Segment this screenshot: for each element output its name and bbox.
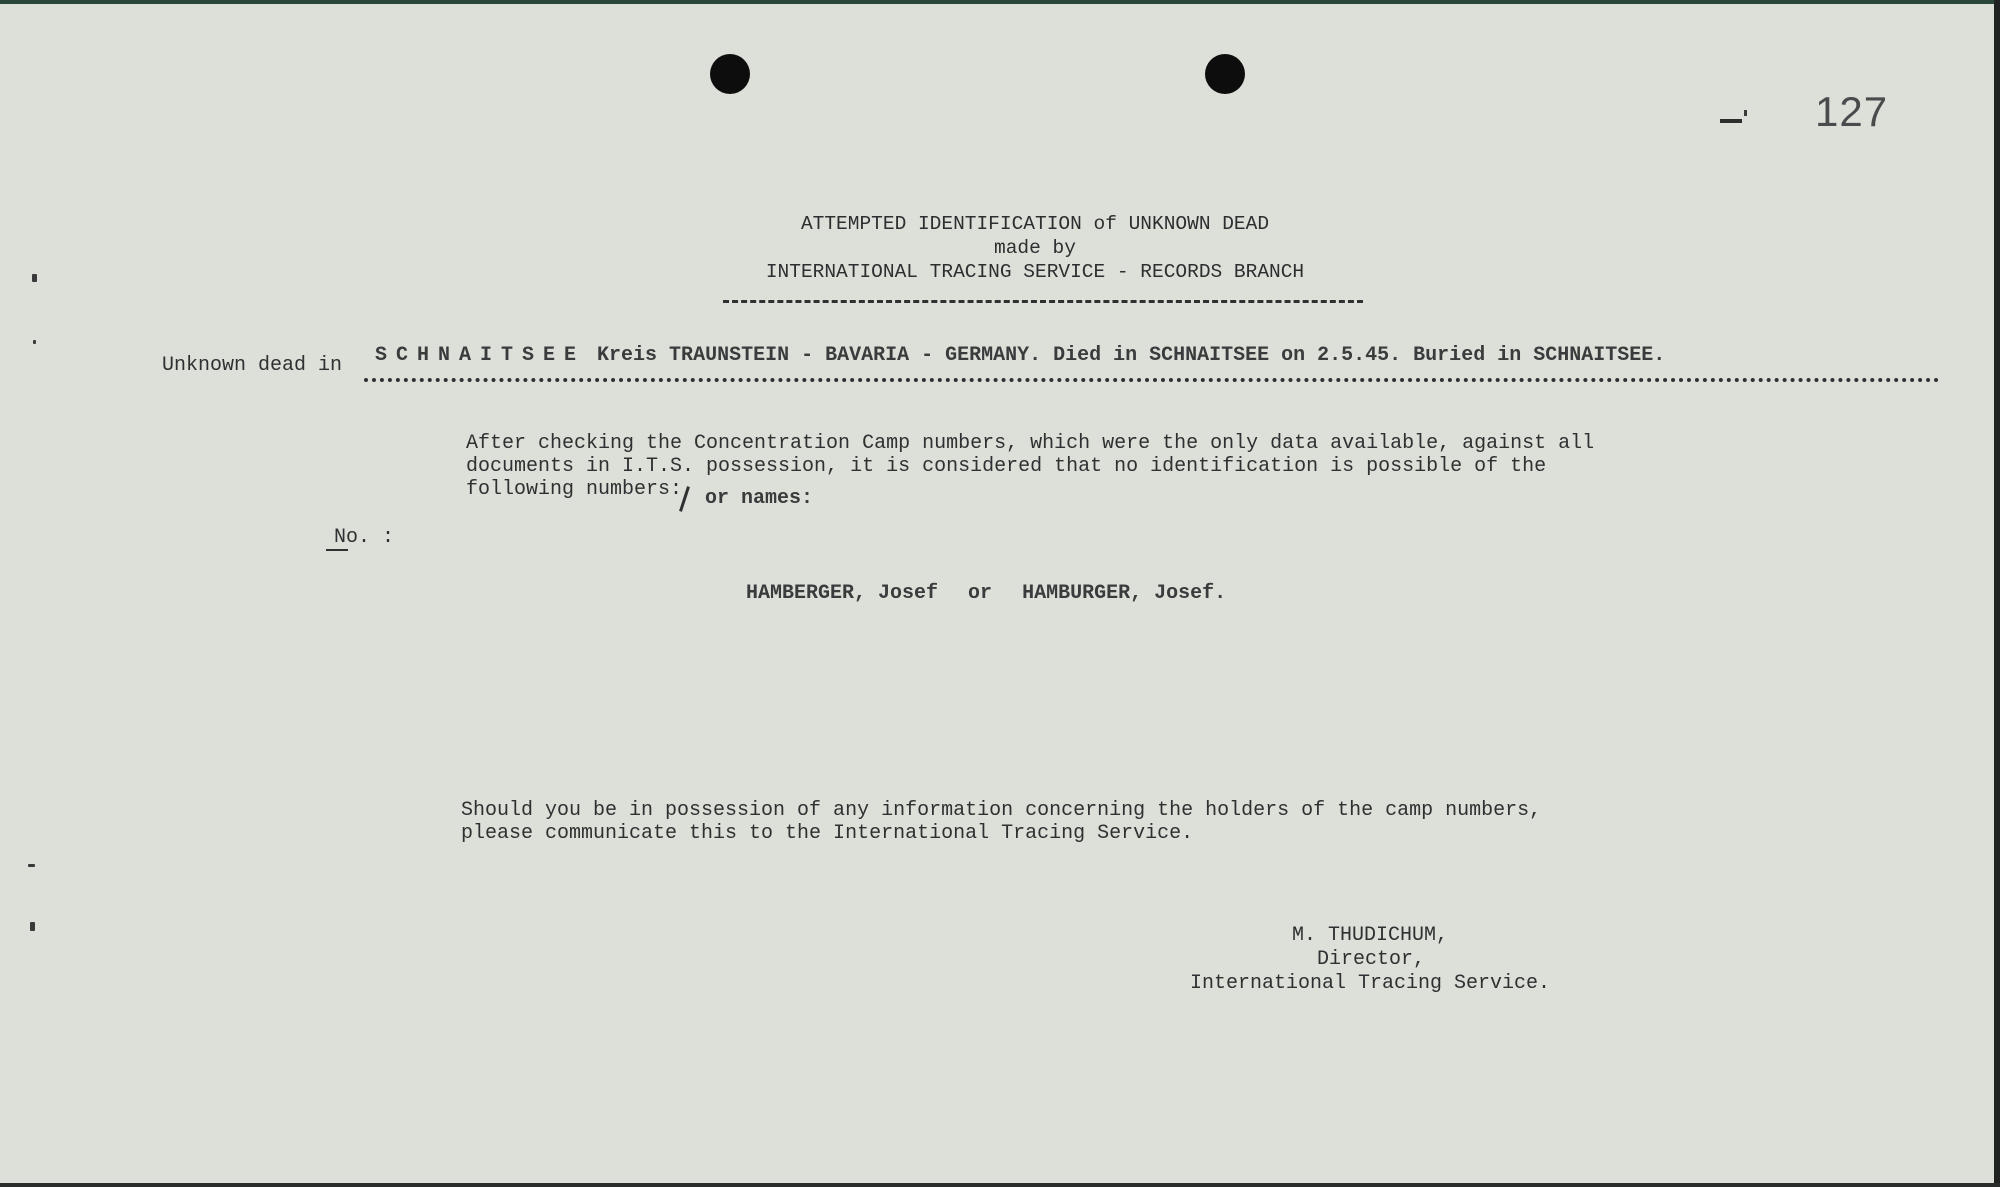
title-underline <box>723 300 1363 303</box>
scan-edge-right <box>1994 0 2000 1187</box>
punch-hole-left <box>710 54 750 94</box>
name-alternate: HAMBURGER, Josef. <box>1022 582 1227 605</box>
place-name: SCHNAITSEE <box>375 344 586 367</box>
corner-tick-mark <box>1744 110 1747 116</box>
names-list <box>746 582 1226 605</box>
signatory-organization: International Tracing Service. <box>1190 972 1551 995</box>
margin-mark <box>30 922 35 931</box>
place-details: Kreis TRAUNSTEIN - BAVARIA - GERMANY. Died in SCHNAITSEE on 2.5.45. Buried in SCHNAITSEE. <box>597 344 1666 367</box>
name-primary: HAMBERGER, Josef <box>746 582 939 605</box>
signatory-title: Director, <box>1317 948 1426 971</box>
body-line-3: following numbers: <box>466 478 683 501</box>
issuing-department: INTERNATIONAL TRACING SERVICE - RECORDS BRANCH <box>765 261 1305 283</box>
signatory-name: M. THUDICHUM, <box>1292 924 1449 947</box>
number-label: No. : <box>334 526 395 549</box>
margin-mark <box>28 864 35 867</box>
scan-edge-bottom <box>0 1183 2000 1187</box>
unknown-dead-label: Unknown dead in <box>162 354 343 377</box>
dotted-fill-line <box>364 378 1940 382</box>
document-title: ATTEMPTED IDENTIFICATION of UNKNOWN DEAD <box>800 213 1270 235</box>
closing-line-1: Should you be in possession of any information concerning the holders of the camp numbers, <box>461 799 1542 822</box>
location-details <box>375 344 1665 367</box>
body-line-2: documents in I.T.S. possession, it is considered that no identification is possible of the <box>466 455 1547 478</box>
document-subtitle: made by <box>994 237 1076 259</box>
margin-mark <box>33 340 36 344</box>
corner-dash-mark <box>1720 119 1742 123</box>
body-line-1: After checking the Concentration Camp numbers, which were the only data available, against all <box>466 432 1595 455</box>
scan-edge-top <box>0 0 2000 4</box>
page-number: 127 <box>1815 88 1889 135</box>
number-label-underline <box>326 549 348 551</box>
names-suffix: or names: <box>705 487 814 510</box>
name-separator: or <box>968 582 993 605</box>
punch-hole-right <box>1205 54 1245 94</box>
closing-line-2: please communicate this to the International Tracing Service. <box>461 822 1194 845</box>
